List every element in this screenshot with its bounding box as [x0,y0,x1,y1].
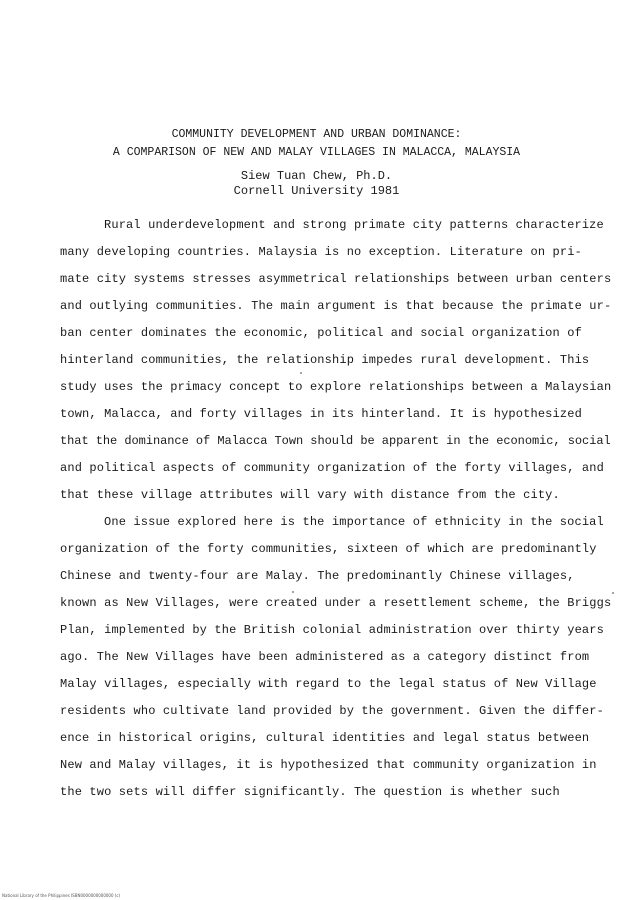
body-line: Rural underdevelopment and strong primate city patterns characterize [104,218,604,232]
document-title [60,126,573,162]
body-line: known as New Villages, were created under a resettlement scheme, the Briggs [60,596,612,610]
body-line: study uses the primacy concept to explore relationships between a Malaysian [60,380,612,394]
body-line: Plan, implemented by the British colonial administration over thirty years [60,623,604,637]
author-affiliation: Cornell University 1981 [233,184,400,198]
body-line: and political aspects of community organization of the forty villages, and [60,461,604,475]
body-line: that these village attributes will vary with distance from the city. [60,488,560,502]
body-line: New and Malay villages, it is hypothesized that community organization in [60,758,597,772]
body-line: Malay villages, especially with regard to the legal status of New Village [60,677,597,691]
title-line-2: A COMPARISON OF NEW AND MALAY VILLAGES IN MALACCA, MALAYSIA [112,146,521,159]
body-line: town, Malacca, and forty villages in its hinterland. It is hypothesized [60,407,582,421]
scan-speck [300,372,302,374]
body-line: ago. The New Villages have been administered as a category distinct from [60,650,590,664]
body-line: and outlying communities. The main argument is that because the primate ur- [60,299,612,313]
body-line: that the dominance of Malacca Town should be apparent in the economic, social [60,434,611,448]
body-line: hinterland communities, the relationship impedes rural development. This [60,353,590,367]
scan-footer: National Library of the Philippines ISBN0000000000000 (c) [2,893,121,898]
body-line: ban center dominates the economic, political and social organization of [60,326,582,340]
body-line: residents who cultivate land provided by the government. Given the differ- [60,704,604,718]
body-line: One issue explored here is the importance of ethnicity in the social [104,515,604,529]
author-name: Siew Tuan Chew, Ph.D. [240,169,393,183]
body-line: Chinese and twenty-four are Malay. The predominantly Chinese villages, [60,569,575,583]
scan-speck [292,591,294,593]
body-line: ence in historical origins, cultural identities and legal status between [60,731,590,745]
body-line: many developing countries. Malaysia is no exception. Literature on pri- [60,245,582,259]
scan-speck [612,592,614,594]
body-line: mate city systems stresses asymmetrical relationships between urban centers [60,272,612,286]
body-line: organization of the forty communities, sixteen of which are predominantly [60,542,597,556]
author-info [60,169,573,199]
title-line-1: COMMUNITY DEVELOPMENT AND URBAN DOMINANCE: [171,128,462,141]
body-line: the two sets will differ significantly. The question is whether such [60,785,560,799]
